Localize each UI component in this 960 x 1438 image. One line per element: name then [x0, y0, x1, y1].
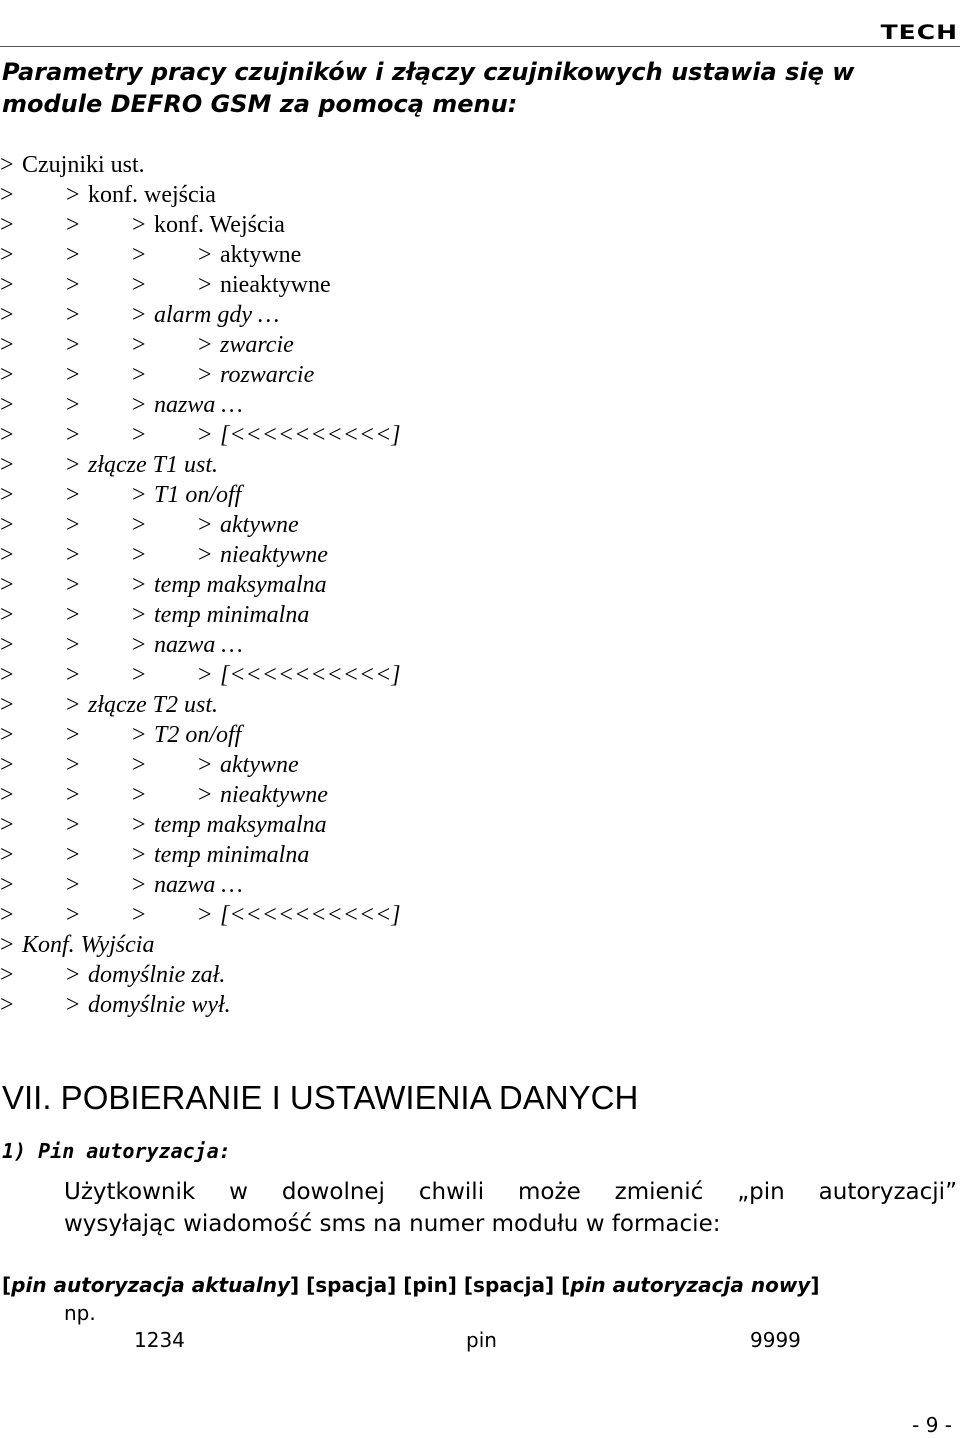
- menu-marker: >: [132, 572, 146, 598]
- format-part: ] [spacja] [pin] [spacja] [: [289, 1273, 571, 1297]
- menu-marker: >: [0, 362, 14, 388]
- intro-line-1: Parametry pracy czujników i złączy czujnikowych ustawia się w: [2, 58, 855, 86]
- menu-marker: >: [66, 572, 80, 598]
- menu-marker: >: [132, 242, 146, 268]
- menu-marker: >: [0, 812, 14, 838]
- menu-marker: >: [198, 422, 212, 448]
- menu-item-label: rozwarcie: [220, 362, 315, 388]
- menu-marker: >: [132, 632, 146, 658]
- tech-logo: TECH: [880, 20, 958, 44]
- menu-marker: >: [132, 422, 146, 448]
- menu-marker: >: [0, 302, 14, 328]
- menu-item-label: aktywne: [220, 752, 299, 778]
- menu-item-label: nieaktywne: [220, 542, 328, 568]
- format-part: ]: [810, 1273, 820, 1297]
- menu-item-label: nazwa …: [154, 632, 243, 658]
- menu-marker: >: [132, 902, 146, 928]
- menu-marker: >: [0, 722, 14, 748]
- menu-item-label: temp minimalna: [154, 602, 310, 628]
- menu-marker: >: [132, 752, 146, 778]
- page-number: - 9 -: [912, 1413, 952, 1437]
- menu-marker: >: [66, 332, 80, 358]
- menu-marker: >: [198, 362, 212, 388]
- menu-item-label: domyślnie wył.: [88, 992, 231, 1018]
- menu-marker: >: [0, 992, 14, 1018]
- menu-marker: >: [132, 602, 146, 628]
- menu-item-label: [<<<<<<<<<<]: [220, 902, 401, 928]
- menu-item-label: Konf. Wyjścia: [22, 932, 155, 958]
- menu-marker: >: [198, 512, 212, 538]
- menu-marker: >: [0, 572, 14, 598]
- paragraph-line-1: Użytkownik w dowolnej chwili może zmienić „pin autoryzacji”: [64, 1179, 957, 1205]
- menu-item-label: T2 on/off: [154, 722, 242, 748]
- menu-marker: >: [66, 182, 80, 208]
- menu-marker: >: [132, 362, 146, 388]
- menu-item-label: konf. wejścia: [88, 182, 216, 208]
- example-new-pin: 9999: [750, 1328, 801, 1352]
- menu-marker: >: [132, 482, 146, 508]
- format-part-new-pin: pin autoryzacja nowy: [570, 1273, 811, 1297]
- menu-marker: >: [0, 542, 14, 568]
- menu-marker: >: [66, 962, 80, 988]
- example-keyword: pin: [466, 1328, 497, 1352]
- menu-item-label: domyślnie zał.: [88, 962, 226, 988]
- menu-marker: >: [132, 272, 146, 298]
- menu-marker: >: [132, 722, 146, 748]
- menu-marker: >: [66, 512, 80, 538]
- example-label: np.: [64, 1301, 96, 1325]
- menu-marker: >: [66, 482, 80, 508]
- menu-marker: >: [0, 662, 14, 688]
- menu-item-label: temp maksymalna: [154, 572, 327, 598]
- menu-marker: >: [198, 542, 212, 568]
- menu-item-label: złącze T1 ust.: [88, 452, 219, 478]
- menu-marker: >: [66, 692, 80, 718]
- menu-marker: >: [0, 752, 14, 778]
- menu-marker: >: [132, 302, 146, 328]
- menu-item-label: złącze T2 ust.: [88, 692, 219, 718]
- menu-item-label: temp minimalna: [154, 842, 310, 868]
- menu-item-label: nazwa …: [154, 392, 243, 418]
- menu-marker: >: [66, 782, 80, 808]
- menu-item-label: temp maksymalna: [154, 812, 327, 838]
- menu-marker: >: [0, 482, 14, 508]
- menu-item-label: nieaktywne: [220, 272, 331, 298]
- menu-marker: >: [132, 332, 146, 358]
- menu-item-label: aktywne: [220, 512, 299, 538]
- menu-item-label: nieaktywne: [220, 782, 328, 808]
- menu-marker: >: [66, 752, 80, 778]
- format-part: [: [2, 1273, 12, 1297]
- menu-marker: >: [0, 842, 14, 868]
- instruction-paragraph: [64, 1176, 957, 1240]
- menu-marker: >: [132, 662, 146, 688]
- menu-marker: >: [66, 842, 80, 868]
- menu-marker: >: [0, 332, 14, 358]
- menu-marker: >: [66, 662, 80, 688]
- menu-marker: >: [0, 152, 14, 178]
- menu-marker: >: [198, 752, 212, 778]
- menu-item-label: Czujniki ust.: [22, 152, 145, 178]
- menu-marker: >: [132, 872, 146, 898]
- menu-item-label: alarm gdy …: [154, 302, 280, 328]
- menu-marker: >: [66, 242, 80, 268]
- menu-marker: >: [66, 722, 80, 748]
- format-part-old-pin: pin autoryzacja aktualny: [11, 1273, 290, 1297]
- menu-marker: >: [132, 782, 146, 808]
- menu-marker: >: [198, 272, 212, 298]
- menu-marker: >: [0, 272, 14, 298]
- menu-item-label: [<<<<<<<<<<]: [220, 422, 401, 448]
- menu-marker: >: [0, 602, 14, 628]
- menu-marker: >: [66, 452, 80, 478]
- sms-format: [2, 1271, 819, 1299]
- menu-marker: >: [198, 662, 212, 688]
- menu-item-label: T1 on/off: [154, 482, 242, 508]
- menu-marker: >: [66, 542, 80, 568]
- menu-marker: >: [0, 872, 14, 898]
- menu-marker: >: [198, 332, 212, 358]
- menu-marker: >: [0, 422, 14, 448]
- menu-marker: >: [66, 992, 80, 1018]
- menu-marker: >: [132, 392, 146, 418]
- menu-marker: >: [66, 362, 80, 388]
- menu-item-label: konf. Wejścia: [154, 212, 285, 238]
- menu-marker: >: [0, 182, 14, 208]
- section-title: VII. POBIERANIE I USTAWIENIA DANYCH: [2, 1079, 639, 1116]
- menu-marker: >: [198, 782, 212, 808]
- menu-marker: >: [66, 392, 80, 418]
- menu-marker: >: [66, 602, 80, 628]
- menu-marker: >: [66, 812, 80, 838]
- menu-marker: >: [132, 542, 146, 568]
- menu-marker: >: [66, 902, 80, 928]
- example-old-pin: 1234: [134, 1328, 185, 1352]
- menu-marker: >: [0, 512, 14, 538]
- menu-marker: >: [66, 302, 80, 328]
- menu-marker: >: [66, 632, 80, 658]
- menu-marker: >: [0, 392, 14, 418]
- menu-marker: >: [66, 272, 80, 298]
- menu-marker: >: [0, 932, 14, 958]
- menu-marker: >: [198, 242, 212, 268]
- intro-heading: [2, 56, 958, 120]
- menu-item-label: aktywne: [220, 242, 302, 268]
- menu-marker: >: [0, 452, 14, 478]
- intro-line-2: module DEFRO GSM za pomocą menu:: [2, 90, 518, 118]
- menu-marker: >: [66, 212, 80, 238]
- menu-marker: >: [0, 212, 14, 238]
- menu-item-label: nazwa …: [154, 872, 243, 898]
- menu-marker: >: [0, 692, 14, 718]
- menu-marker: >: [132, 842, 146, 868]
- menu-marker: >: [66, 872, 80, 898]
- menu-marker: >: [0, 242, 14, 268]
- menu-marker: >: [132, 812, 146, 838]
- menu-marker: >: [132, 512, 146, 538]
- menu-marker: >: [132, 212, 146, 238]
- header-divider: [0, 46, 960, 47]
- menu-marker: >: [0, 632, 14, 658]
- menu-item-label: zwarcie: [220, 332, 294, 358]
- menu-marker: >: [198, 902, 212, 928]
- menu-item-label: [<<<<<<<<<<]: [220, 662, 401, 688]
- menu-marker: >: [0, 782, 14, 808]
- subsection-title: 1) Pin autoryzacja:: [2, 1139, 231, 1163]
- paragraph-line-2: wysyłając wiadomość sms na numer modułu w formacie:: [64, 1211, 721, 1237]
- menu-marker: >: [66, 422, 80, 448]
- menu-marker: >: [0, 962, 14, 988]
- menu-marker: >: [0, 902, 14, 928]
